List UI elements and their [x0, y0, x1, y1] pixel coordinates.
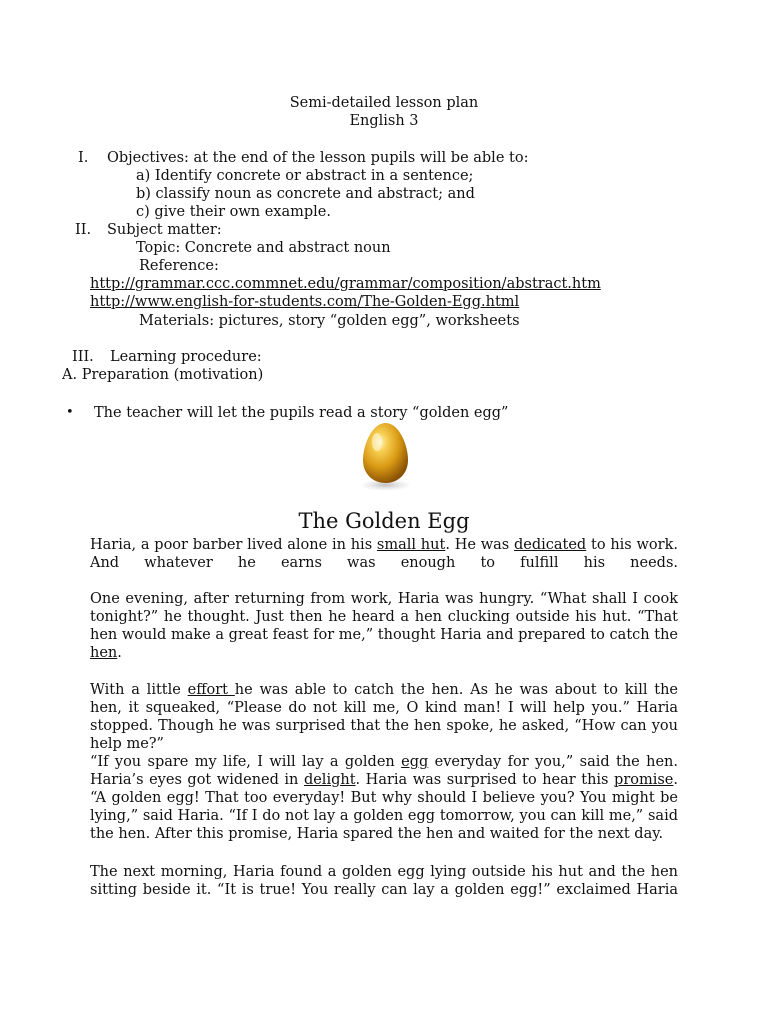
- story-paragraph: With a little effort he was able to catch the hen. As he was about to kill the hen, it squeaked, “Please do not kill me, O kind man! I will help you.” Haria stopped. Though he was surprised that the hen spoke, he asked, “How can you help me?” “If you spare my life, I will lay a golden egg everyday for you,” said the hen. Haria’s eyes got widened in delight. Haria was surprised to hear this promise. “A golden egg! That too everyday! But why should I believe you? You might be lying,” said Haria. “If I do not lay a golden egg tomorrow, you can kill me,” said the hen. After this promise, Haria spared the hen and waited for the next day.: [90, 682, 679, 842]
- preparation-heading: A. Preparation (motivation): [62, 367, 264, 383]
- procedure-heading: Learning procedure:: [110, 349, 262, 365]
- objective-item: c) give their own example.: [136, 204, 331, 220]
- underlined-noun: effort: [187, 682, 235, 698]
- objective-item: b) classify noun as concrete and abstract; and: [136, 186, 475, 202]
- story-paragraph: Haria, a poor barber lived alone in his small hut. He was dedicated to his work. And whatever he earns was enough to fulfill his needs.: [90, 537, 678, 571]
- materials-line: Materials: pictures, story “golden egg”, worksheets: [139, 313, 520, 329]
- document-title: Semi-detailed lesson plan: [289, 95, 479, 111]
- story-title: The Golden Egg: [298, 509, 470, 533]
- underlined-noun: promise: [614, 772, 674, 788]
- story-paragraph: The next morning, Haria found a golden egg lying outside his hut and the hen sitting beside it. “It is true! You really can lay a golden egg!” exclaimed Haria: [90, 864, 678, 898]
- story-paragraph: One evening, after returning from work, Haria was hungry. “What shall I cook tonight?” he thought. Just then he heard a hen clucking outside his hut. “That hen would make a great feast for me,” thought Haria and prepared to catch the hen.: [90, 591, 678, 661]
- topic-line: Topic: Concrete and abstract noun: [136, 240, 391, 256]
- golden-egg-image: [357, 420, 414, 492]
- objective-item: a) Identify concrete or abstract in a sentence;: [136, 168, 474, 184]
- document-subtitle: English 3: [349, 113, 419, 129]
- reference-label: Reference:: [139, 258, 219, 274]
- underlined-noun: small hut: [376, 537, 446, 553]
- reference-link[interactable]: http://www.english-for-students.com/The-Golden-Egg.html: [90, 294, 520, 310]
- subject-matter-heading: Subject matter:: [107, 222, 222, 238]
- procedure-numeral: III.: [72, 349, 94, 365]
- subject-matter-numeral: II.: [75, 222, 92, 238]
- underlined-noun: hen: [90, 645, 118, 661]
- bullet-text: The teacher will let the pupils read a story “golden egg”: [94, 405, 509, 421]
- bullet-icon: •: [66, 405, 74, 420]
- reference-link[interactable]: http://grammar.ccc.commnet.edu/grammar/composition/abstract.htm: [90, 276, 601, 292]
- underlined-noun: delight: [303, 772, 356, 788]
- underlined-noun: egg: [401, 754, 429, 770]
- objectives-numeral: I.: [78, 150, 89, 166]
- objectives-heading: Objectives: at the end of the lesson pupils will be able to:: [107, 150, 529, 166]
- underlined-noun: dedicated: [513, 537, 587, 553]
